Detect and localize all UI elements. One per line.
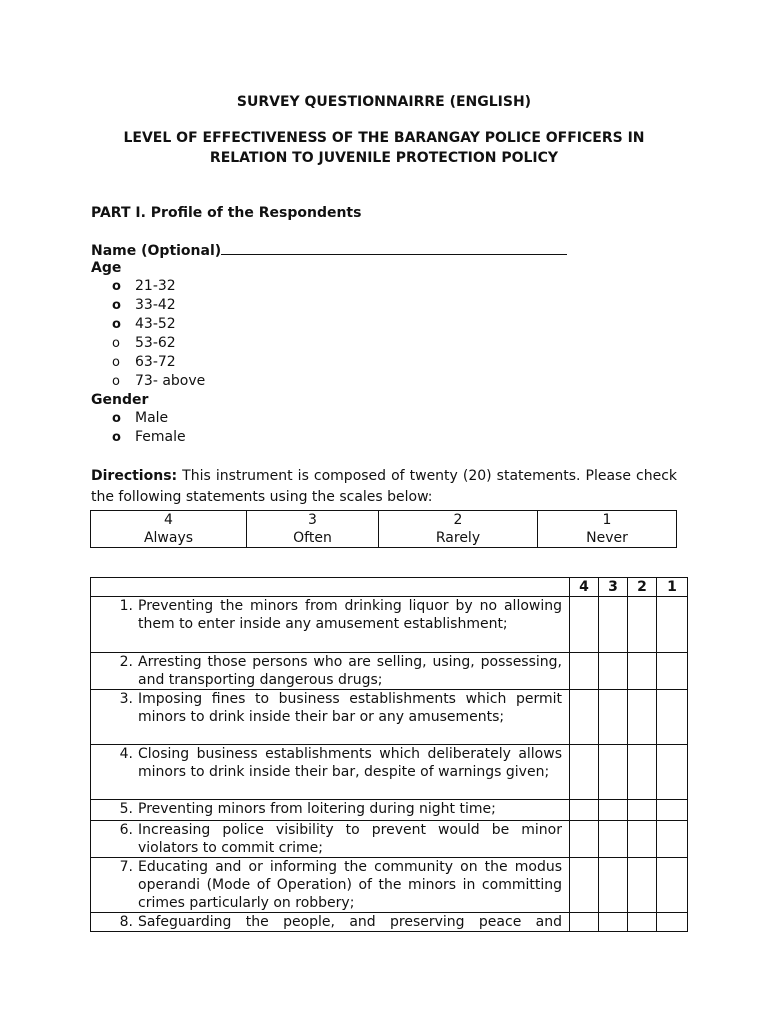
rating-cell[interactable] [628, 858, 657, 913]
rating-cell[interactable] [628, 653, 657, 690]
rating-cell[interactable] [599, 913, 628, 932]
table-row [91, 913, 688, 932]
scale-cell: 3 Often [247, 511, 379, 548]
age-option[interactable]: o 21-32 [112, 278, 176, 294]
statement-text: Imposing fines to business establishments which permit minors to drink inside their bar or any amusements; [138, 691, 562, 725]
rating-cell[interactable] [628, 821, 657, 858]
statement-number: 2. [119, 654, 133, 670]
age-label: Age [91, 260, 122, 276]
rating-cell[interactable] [570, 690, 599, 745]
document-subtitle-line-2: RELATION TO JUVENILE PROTECTION POLICY [209, 150, 559, 166]
rating-cell[interactable] [657, 821, 688, 858]
statement-text: Educating and or informing the community on the modus operandi (Mode of Operation) of the minors in committing crimes particularly on robbery; [138, 859, 562, 911]
age-option[interactable]: o 73- above [112, 373, 206, 389]
table-header-row [91, 578, 688, 597]
rating-cell[interactable] [599, 745, 628, 800]
age-option[interactable]: o 43-52 [112, 316, 176, 332]
rating-cell[interactable] [657, 690, 688, 745]
rating-cell[interactable] [628, 745, 657, 800]
rating-cell[interactable] [599, 858, 628, 913]
statement-number: 1. [119, 598, 133, 614]
rating-cell[interactable] [570, 858, 599, 913]
statements-table [90, 577, 688, 932]
statement-number: 3. [119, 691, 133, 707]
gender-options-list [112, 409, 186, 447]
rating-cell[interactable] [570, 821, 599, 858]
rating-cell[interactable] [628, 913, 657, 932]
rating-scale-table [90, 510, 677, 548]
rating-cell[interactable] [628, 800, 657, 821]
age-option[interactable]: o 53-62 [112, 335, 176, 351]
table-row [91, 690, 688, 745]
bullet-icon: o [112, 298, 121, 313]
rating-cell[interactable] [628, 597, 657, 653]
statement-text: Preventing the minors from drinking liquor by no allowing them to enter inside any amusement establishment; [138, 598, 562, 632]
gender-label: Gender [91, 392, 149, 408]
age-option[interactable]: o 33-42 [112, 297, 176, 313]
rating-cell[interactable] [599, 597, 628, 653]
age-options-list [112, 277, 205, 391]
directions-paragraph [91, 466, 677, 508]
statement-number: 5. [119, 801, 133, 817]
statement-text: Safeguarding the people, and preserving peace and [138, 914, 562, 930]
bullet-icon: o [112, 336, 120, 351]
age-option[interactable]: o 63-72 [112, 354, 176, 370]
rating-cell[interactable] [570, 653, 599, 690]
bullet-icon: o [112, 430, 121, 445]
header-cell: 2 [628, 578, 657, 597]
table-row [91, 745, 688, 800]
part1-heading: PART I. Profile of the Respondents [91, 205, 362, 221]
statement-text: Arresting those persons who are selling, using, possessing, and transporting dangerous drugs; [138, 654, 562, 688]
statement-number: 7. [119, 859, 133, 875]
name-label: Name (Optional) [91, 243, 222, 259]
scale-cell: 2 Rarely [379, 511, 538, 548]
statement-text: Increasing police visibility to prevent would be minor violators to commit crime; [138, 822, 562, 856]
rating-cell[interactable] [657, 597, 688, 653]
rating-cell[interactable] [599, 800, 628, 821]
rating-cell[interactable] [657, 800, 688, 821]
rating-cell[interactable] [570, 597, 599, 653]
document-subtitle-line-1: LEVEL OF EFFECTIVENESS OF THE BARANGAY POLICE OFFICERS IN [123, 130, 645, 146]
table-row [91, 800, 688, 821]
rating-cell[interactable] [657, 858, 688, 913]
statement-text: Preventing minors from loitering during night time; [138, 801, 496, 817]
rating-cell[interactable] [628, 690, 657, 745]
statement-number: 4. [119, 746, 133, 762]
bullet-icon: o [112, 411, 121, 426]
header-cell: 4 [570, 578, 599, 597]
name-field-row [91, 240, 567, 261]
rating-cell[interactable] [657, 653, 688, 690]
table-row [91, 858, 688, 913]
bullet-icon: o [112, 279, 121, 294]
header-cell: 1 [657, 578, 688, 597]
rating-cell[interactable] [599, 653, 628, 690]
table-row [91, 653, 688, 690]
bullet-icon: o [112, 355, 120, 370]
rating-cell[interactable] [570, 745, 599, 800]
statement-text: Closing business establishments which deliberately allows minors to drink inside their bar, despite of warnings given; [138, 746, 562, 780]
bullet-icon: o [112, 374, 120, 389]
rating-cell[interactable] [570, 913, 599, 932]
directions-label: Directions: [91, 468, 178, 484]
table-row [91, 597, 688, 653]
rating-cell[interactable] [657, 745, 688, 800]
gender-option[interactable]: o Male [112, 410, 169, 426]
scale-cell: 1 Never [538, 511, 677, 548]
rating-cell[interactable] [570, 800, 599, 821]
directions-text: This instrument is composed of twenty (20) statements. Please check the following statements using the scales below: [91, 468, 677, 505]
scale-cell: 4 Always [91, 511, 247, 548]
header-cell: 3 [599, 578, 628, 597]
rating-cell[interactable] [599, 690, 628, 745]
header-blank-cell [91, 578, 570, 597]
statement-number: 6. [119, 822, 133, 838]
statement-number: 8. [119, 914, 133, 930]
rating-cell[interactable] [599, 821, 628, 858]
name-blank-line[interactable] [221, 240, 567, 255]
document-title: SURVEY QUESTIONNAIRRE (ENGLISH) [236, 94, 532, 110]
rating-cell[interactable] [657, 913, 688, 932]
bullet-icon: o [112, 317, 121, 332]
table-row [91, 821, 688, 858]
gender-option[interactable]: o Female [112, 429, 186, 445]
